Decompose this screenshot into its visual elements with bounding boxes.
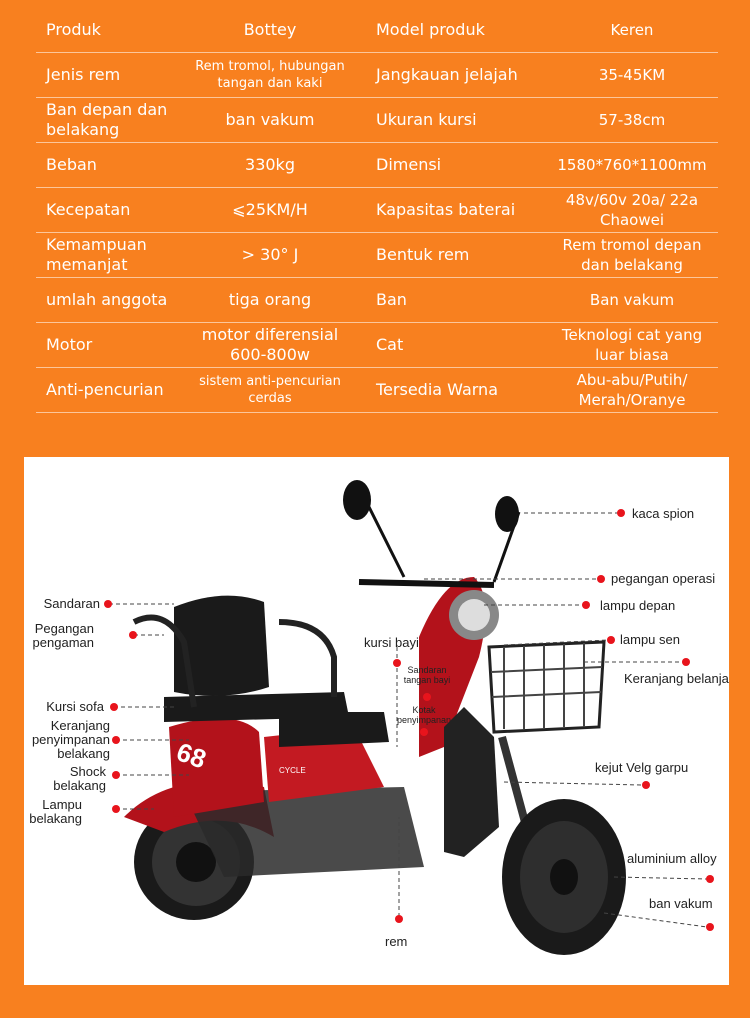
spec-row xyxy=(36,278,718,323)
label-pegangan-operasi: pegangan operasi xyxy=(611,571,716,586)
front-wheel xyxy=(502,799,626,955)
spec-value: Teknologi cat yang luar biasa xyxy=(561,326,703,364)
spec-row xyxy=(36,188,718,233)
spec-value: motor diferensial 600-800w xyxy=(201,325,339,364)
spec-label: Jenis rem xyxy=(46,65,121,84)
label-lampu-sen: lampu sen xyxy=(620,632,680,647)
label-sandaran-tangan-bayi: Sandaran tangan bayi xyxy=(403,665,451,685)
label-kotak-penyimpanan: Kotak penyimpanan xyxy=(396,705,452,725)
label-rem: rem xyxy=(385,934,408,949)
label-keranjang-penyimpanan-belakang: Keranjang penyimpanan belakang xyxy=(31,718,110,761)
spec-row xyxy=(36,143,718,188)
label-kursi-bayi: kursi bayi xyxy=(364,635,419,650)
spec-value: > 30° J xyxy=(241,245,299,264)
spec-value: ban vakum xyxy=(225,110,315,129)
spec-table xyxy=(36,8,718,413)
spec-value: Rem tromol, hubungan tangan dan kaki xyxy=(195,59,345,91)
spec-label: Kapasitas baterai xyxy=(376,200,516,219)
spec-value: 35-45KM xyxy=(598,66,666,84)
spec-row xyxy=(36,98,718,143)
header-cell: Bottey xyxy=(243,20,297,39)
label-ban-vakum: ban vakum xyxy=(649,896,713,911)
spec-label: Ban xyxy=(376,290,407,309)
label-lampu-belakang: Lampu belakang xyxy=(29,797,82,826)
spec-row xyxy=(36,368,718,413)
spec-label: Dimensi xyxy=(376,155,442,174)
body-brand: CYCLE xyxy=(279,766,306,775)
tricycle-illustration xyxy=(24,457,729,985)
spec-label: Anti-pencurian xyxy=(46,380,164,399)
spec-value: 48v/60v 20a/ 22a Chaowei xyxy=(565,191,699,229)
label-lampu-depan: lampu depan xyxy=(600,598,676,613)
header-cell: Model produk xyxy=(376,20,485,39)
spec-value: 57-38cm xyxy=(598,111,666,129)
label-kursi-sofa: Kursi sofa xyxy=(46,699,104,714)
label-sandaran: Sandaran xyxy=(43,596,100,611)
label-pegangan-pengaman: Pegangan pengaman xyxy=(32,621,94,650)
spec-value: tiga orang xyxy=(228,290,312,309)
label-aluminium-alloy: aluminium alloy xyxy=(627,851,717,866)
spec-label: Ban depan dan belakang xyxy=(46,100,168,139)
spec-label: Bentuk rem xyxy=(376,245,470,264)
spec-label: Beban xyxy=(46,155,97,174)
spec-label: Ukuran kursi xyxy=(376,110,477,129)
spec-value: sistem anti-pencurian cerdas xyxy=(199,374,341,406)
label-shock-belakang: Shock belakang xyxy=(53,764,106,793)
spec-label: Motor xyxy=(46,335,93,354)
spec-label: Cat xyxy=(376,335,404,354)
spec-value: 330kg xyxy=(245,155,295,174)
spec-label: Kemampuan memanjat xyxy=(46,235,147,274)
spec-row xyxy=(36,53,718,98)
spec-row xyxy=(36,233,718,278)
spec-label: Tersedia Warna xyxy=(376,380,498,399)
label-kejut-velg-garpu: kejut Velg garpu xyxy=(595,760,689,775)
product-diagram-panel xyxy=(24,457,729,985)
spec-label: Kecepatan xyxy=(46,200,131,219)
spec-value: Abu-abu/Putih/ Merah/Oranye xyxy=(576,371,688,409)
spec-label: Jangkauan jelajah xyxy=(376,65,518,84)
spec-value: 1580*760*1100mm xyxy=(557,156,707,174)
header-cell: Produk xyxy=(46,20,101,39)
spec-value: Rem tromol depan dan belakang xyxy=(562,236,702,274)
spec-row xyxy=(36,323,718,368)
spec-header-row xyxy=(36,8,718,53)
header-cell: Keren xyxy=(610,21,654,39)
spec-value: Ban vakum xyxy=(589,291,675,309)
spec-label: umlah anggota xyxy=(46,290,168,309)
spec-value: ⩽25KM/H xyxy=(232,200,308,219)
label-kaca-spion: kaca spion xyxy=(632,506,695,521)
label-keranjang-belanja: Keranjang belanja xyxy=(624,671,729,686)
body-number: 68 xyxy=(172,736,211,775)
